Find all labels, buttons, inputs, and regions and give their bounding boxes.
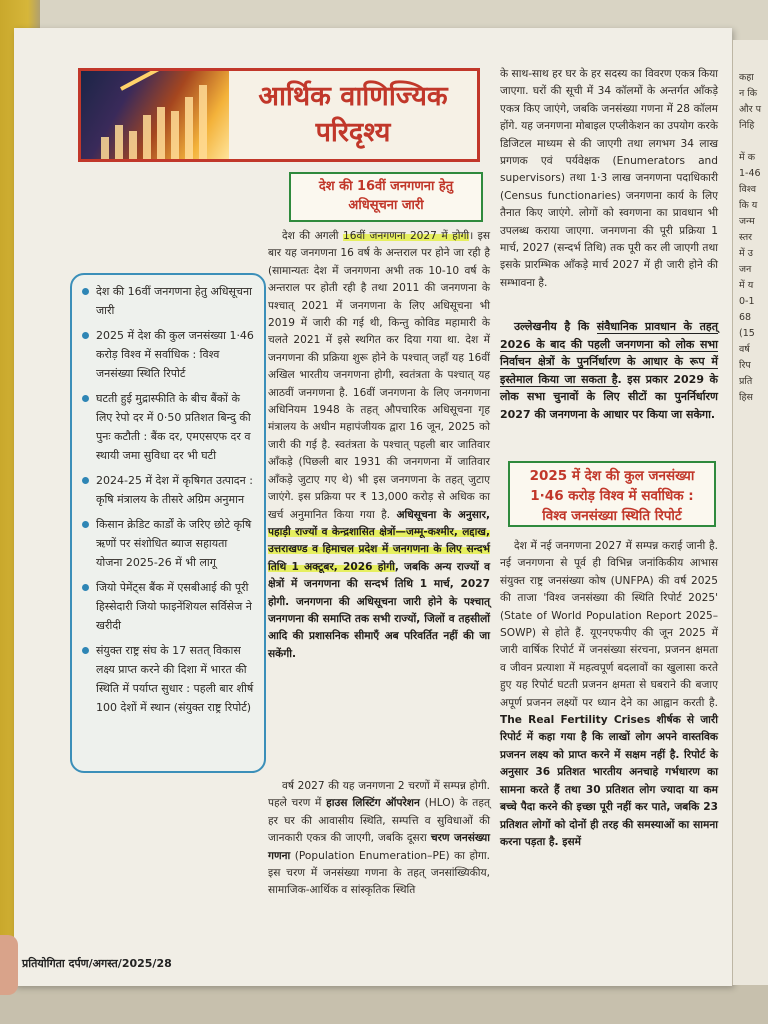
sidebar-item: 2025 में देश की कुल जनसंख्या 1·46 करोड़ विश्व में सर्वाधिक : विश्व जनसंख्या स्थिति रिपोर्ट <box>82 326 256 383</box>
paragraph: देश में नई जनगणना 2027 में सम्पन्न कराई जानी है. नई जनगणना से पूर्व ही विभिन्न जनांकिकीय आभास संयुक्त राष्ट्र जनसंख्या कोष (UNFPA) की वर्ष 2025 की ताजा 'विश्व जनसंख्या की स्थिति रिपोर्ट 2025' (State of World Population Report 2025–SOWP) से होते हैं. यूएनएफपीए की जून 2025 में जारी वार्षिक रिपोर्ट में जनसंख्या संरचना, प्रजनन क्षमता व जीवन प्रत्याशा में महत्वपूर्ण बदलावों का खुलासा करते हुए यह रिपोर्ट घटती प्रजनन क्षमता से घबराने की बजाए अपूर्ण प्रजनन लक्ष्यों पर ध्यान देने का आह्वान करती है. The Real Fertility Crises शीर्षक से जारी रिपोर्ट में कहा गया है कि लाखों लोग अपने वास्तविक प्रजनन लक्ष्य को प्राप्त करने में सक्षम नहीं है. रिपोर्ट के अनुसार 36 प्रतिशत भारतीय अनचाहे गर्भधारण का सामना करते हैं तथा 30 प्रतिशत लोग ज्यादा या कम बच्चे पैदा करने की इच्छा पूरी नहीं कर पाते, जबकि 23 प्रतिशत लोगों को दोनों ही तरह की समस्याओं का सामना करना पड़ता है. इसमें <box>500 540 718 848</box>
population-subheading: 2025 में देश की कुल जनसंख्या 1·46 करोड़ विश्व में सर्वाधिक : विश्व जनसंख्या स्थिति रिपोर्ट <box>508 461 716 527</box>
sidebar-item: घटती हुई मुद्रास्फीति के बीच बैंकों के लिए रेपो दर में 0·50 प्रतिशत बिन्दु की पुनः कटौती : बैंक दर, एमएसएफ दर व स्थायी जमा सुविधा दर भी घटी <box>82 389 256 465</box>
census-subheading: देश की 16वीं जनगणना हेतु अधिसूचना जारी <box>289 172 483 222</box>
sidebar-item: 2024-25 में देश में कृषिगत उत्पादन : कृषि मंत्रालय के तीसरे अग्रिम अनुमान <box>82 471 256 509</box>
section-title: आर्थिक वाणिज्यिक परिदृश्य <box>258 81 448 148</box>
column-2-highlight-text <box>500 318 718 426</box>
next-page-fragment: कहा न कि और प निहि में क 1-46 विश्व कि य जन्म स्तर में उ जन में य 0-1 68 (15 वर्ष रिप प्रति हिस <box>739 72 762 403</box>
paragraph: के साथ-साथ हर घर के हर सदस्य का विवरण एकत्र किया जाएगा. घरों की सूची में 34 कॉलमों के अन्तर्गत आँकड़े एकत्र किए जाएंगे, जबकि जनसंख्या गणना में 28 कॉलम होंगे. यह जनगणना मोबाइल एप्लीकेशन का उपयोग करके डिजिटल माध्यम से की जाएगी तथा लगभग 34 लाख प्रगणक एवं पर्यवेक्षक (Enumerators and supervisors) तथा 1·3 लाख जनगणना पदाधिकारी (Census functionaries) जनगणना कार्य के लिए तैनात किए जाएंगे. लोगों को स्वगणना का प्रावधान भी उपलब्ध कराया जाएगा. जनगणना की पूरी प्रक्रिया 1 मार्च, 2027 (सन्दर्भ तिथि) तक पूरी कर ली जाएगी तथा इसके प्रारम्भिक आँकड़े मार्च 2027 में ही जारी होने की सम्भावना है. <box>500 68 718 289</box>
column-1-text <box>268 228 490 665</box>
sidebar-item: किसान क्रेडिट कार्डों के जरिए छोटे कृषि ऋणों पर संशोधित ब्याज सहायता योजना 2025-26 में भी लागू <box>82 515 256 572</box>
column-2-report-text <box>500 538 718 853</box>
sidebar-item: संयुक्त राष्ट्र संघ के 17 सतत् विकास लक्ष्य प्राप्त करने की दिशा में भारत की स्थिति में पर्याप्त सुधार : पहली बार शीर्ष 100 देशों में स्थान (संयुक्त राष्ट्र रिपोर्ट) <box>82 641 256 717</box>
sidebar-item: जियो पेमेंट्स बैंक में एसबीआई की पूरी हिस्सेदारी जियो फाइनेंशियल सर्विसेज ने खरीदी <box>82 578 256 635</box>
next-page-edge <box>732 40 768 985</box>
paragraph: देश की अगली 16वीं जनगणना 2027 में होगी। इस बार यह जनगणना 16 वर्ष के अन्तराल पर होने जा रही है (सामान्यतः देश में जनगणना अभी तक 10-10 वर्ष के अन्तराल पर होती रही है तथा 2011 की जनगणना के पश्चात् 2021 में जनगणना के लिए अधिसूचना भी 2019 में जारी की गई थी, किन्तु कोविड महामारी के चलते 2021 में इसे स्थगित कर दिया गया था. देश में जनगणना की प्रक्रिया शुरू होने के पश्चात् जहाँ यह 16वीं अखिल भारतीय जनगणना होगी, स्वतंत्रता के पश्चात् यह आठवीं जनगणना है. 16वीं जनगणना के लिए जनगणना अधिनियम 1948 के तहत् औपचारिक अधिसूचना गृह मंत्रालय के अधीन महापंजीयक द्वारा 16 जून, 2025 को जारी की गई है. स्वतंत्रता के पश्चात् पहली बार जातिवार आँकड़े (पिछली बार 1931 की जनगणना में जातिवार आँकड़े जुटाए गए थे) भी इस जनगणना के तहत् जुटाए जाएंगे. इस प्रक्रिया पर ₹ 13,000 करोड़ से अधिक का खर्च अनुमानित किया गया है. अधिसूचना के अनुसार, पहाड़ी राज्यों व केन्द्रशासित क्षेत्रों—जम्मू-कश्मीर, लद्दाख, उत्तराखण्ड व हिमाचल प्रदेश में जनगणना के लिए सन्दर्भ तिथि 1 अक्टूबर, 2026 होगी, जबकि अन्य राज्यों व क्षेत्रों में जनगणना की सन्दर्भ तिथि 1 मार्च, 2027 होगी. जनगणना की अधिसूचना जारी होने के पश्चात् जनगणना की समाप्ति तक सभी राज्यों, जिलों व तहसीलों आदि की प्रशासनिक सीमाएँ अब परिवर्तित नहीं की जा सकेंगी. <box>268 230 490 660</box>
column-2-text <box>500 66 718 294</box>
section-header <box>78 68 480 162</box>
column-1-text-continued <box>268 778 490 902</box>
finger <box>0 935 18 995</box>
page-footer: प्रतियोगिता दर्पण/अगस्त/2025/28 <box>22 957 172 970</box>
paragraph: वर्ष 2027 की यह जनगणना 2 चरणों में सम्पन्न होगी. पहले चरण में हाउस लिस्टिंग ऑपरेशन (HLO) के तहत् हर घर की आवासीय स्थिति, सम्पत्ति व सुविधाओं की जानकारी एकत्र की जाएगी, जबकि दूसरा चरण जनसंख्या गणना (Population Enumeration–PE) का होगा. इस चरण में जनसंख्या गणना के तहत् जनसांख्यिकीय, सामाजिक-आर्थिक व सांस्कृतिक स्थिति <box>268 780 491 897</box>
topics-sidebar <box>70 273 266 773</box>
paragraph: उल्लेखनीय है कि संवैधानिक प्रावधान के तहत् 2026 के बाद की पहली जनगणना को लोक सभा निर्वाचन क्षेत्रों के पुनर्निर्धारण के आधार के रूप में इस्तेमाल किया जा सकता है. इस प्रकार 2029 के लोक सभा चुनावों के लिए सीटों का पुनर्निर्धारण 2027 की जनगणना के आधार पर किया जा सकेगा. <box>500 320 719 421</box>
header-chart-image <box>81 71 229 159</box>
table-surface <box>0 985 768 1024</box>
sidebar-item: देश की 16वीं जनगणना हेतु अधिसूचना जारी <box>82 282 256 320</box>
